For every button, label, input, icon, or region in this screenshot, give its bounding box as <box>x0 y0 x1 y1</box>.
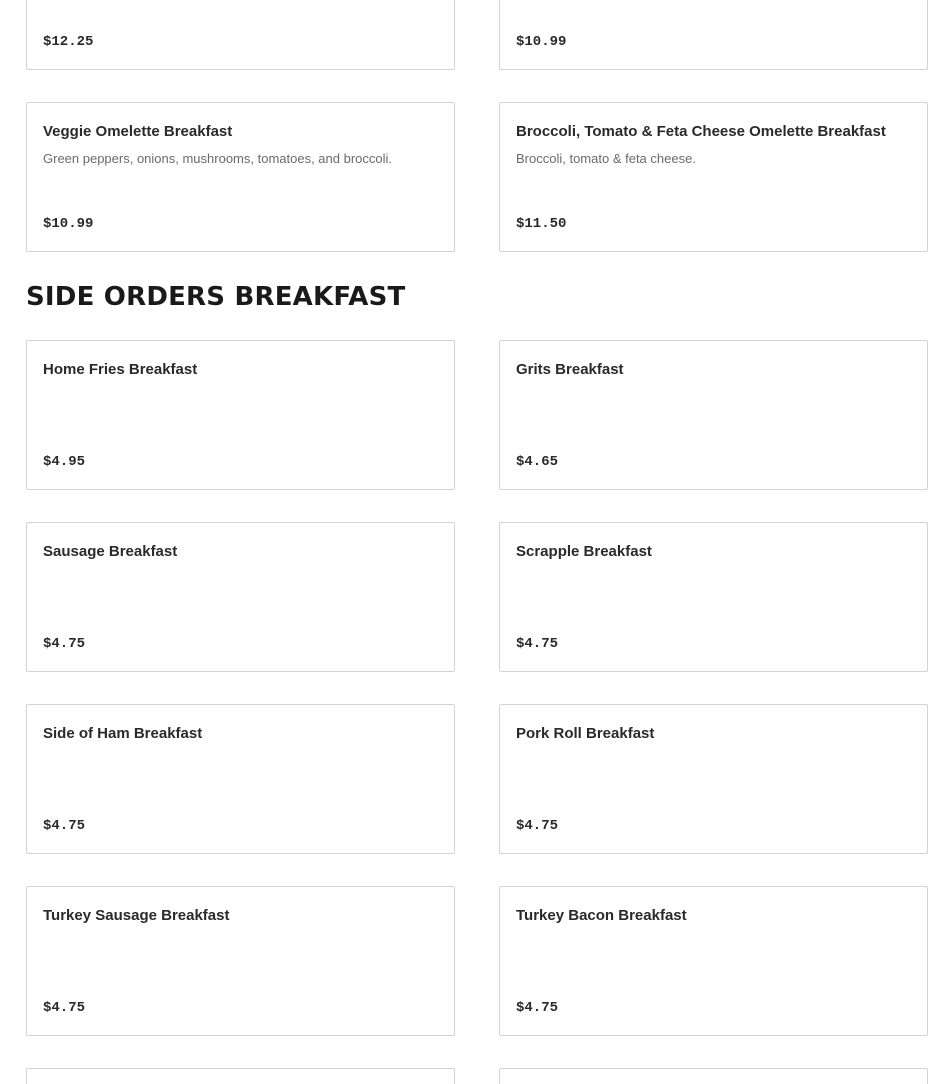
menu-item-price: $4.75 <box>516 818 559 834</box>
menu-item-description: Broccoli, tomato & feta cheese. <box>516 151 696 166</box>
menu-item-card[interactable] <box>26 102 455 252</box>
menu-item-price: $4.75 <box>43 818 86 834</box>
menu-item-card[interactable] <box>499 704 928 854</box>
menu-item-name: Pork Roll Breakfast <box>516 725 655 742</box>
menu-item-card[interactable] <box>26 522 455 672</box>
menu-item-card[interactable] <box>26 886 455 1036</box>
menu-item-name: Side of Ham Breakfast <box>43 725 203 742</box>
menu-item-card[interactable] <box>26 1068 455 1084</box>
menu-item-price: $4.75 <box>43 636 86 652</box>
section-title: SIDE ORDERS BREAKFAST <box>26 282 406 312</box>
menu-item-price: $4.75 <box>43 1000 86 1016</box>
menu-item-name: Grits Breakfast <box>516 361 624 378</box>
menu-item-name: Veggie Omelette Breakfast <box>43 123 233 140</box>
menu-item-card[interactable] <box>499 0 928 70</box>
menu-item-name: Broccoli, Tomato & Feta Cheese Omelette Breakfast <box>516 123 886 140</box>
menu-item-card[interactable] <box>26 340 455 490</box>
menu-item-name: Home Fries Breakfast <box>43 361 198 378</box>
menu-item-card[interactable] <box>499 522 928 672</box>
menu-item-name: Sausage Breakfast <box>43 543 178 560</box>
menu-item-price: $10.99 <box>43 216 94 232</box>
menu-item-card[interactable] <box>499 886 928 1036</box>
menu-item-card[interactable] <box>499 340 928 490</box>
menu-item-card[interactable] <box>26 0 455 70</box>
menu-item-price: $4.65 <box>516 454 559 470</box>
menu-item-price: $4.95 <box>43 454 86 470</box>
menu-item-price: $4.75 <box>516 636 559 652</box>
menu-item-description: Green peppers, onions, mushrooms, tomatoes, and broccoli. <box>43 151 393 166</box>
menu-item-card[interactable] <box>26 704 455 854</box>
menu-item-card[interactable] <box>499 102 928 252</box>
menu-item-name: Turkey Sausage Breakfast <box>43 907 230 924</box>
menu-item-card[interactable] <box>499 1068 928 1084</box>
menu-item-price: $4.75 <box>516 1000 559 1016</box>
menu-item-price: $11.50 <box>516 216 567 232</box>
menu-item-price: $12.25 <box>43 34 94 50</box>
menu-item-price: $10.99 <box>516 34 567 50</box>
menu-item-name: Scrapple Breakfast <box>516 543 652 560</box>
menu-item-name: Turkey Bacon Breakfast <box>516 907 687 924</box>
